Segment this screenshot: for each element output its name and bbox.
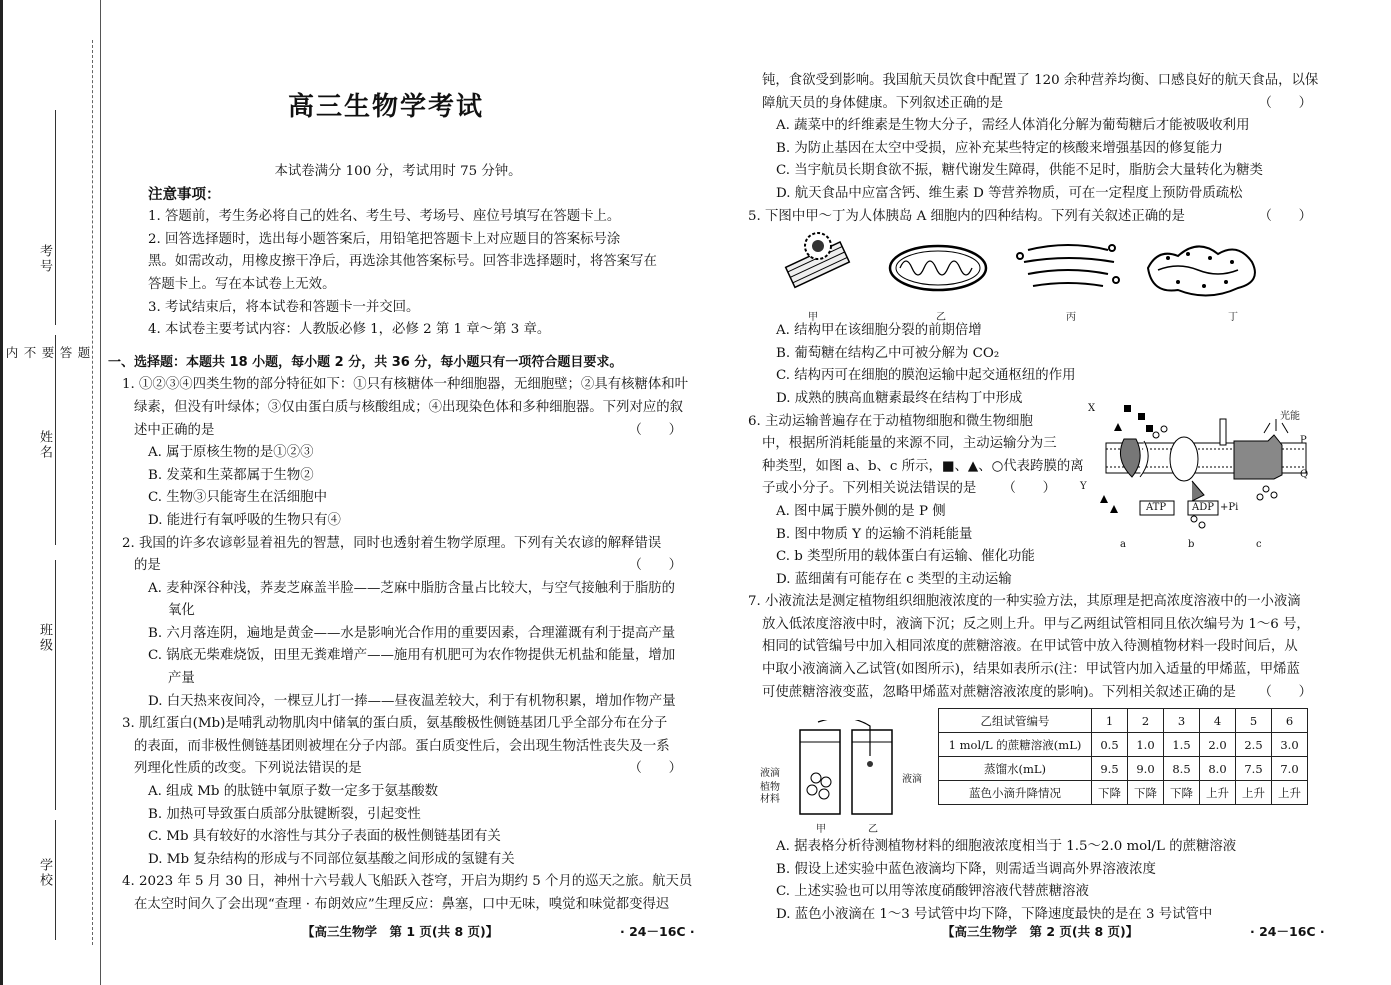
table-cell: 3.0 xyxy=(1272,733,1308,757)
class-line xyxy=(55,560,56,810)
table-cell: 7.5 xyxy=(1236,757,1272,781)
option: A. 图中属于膜外侧的是 P 侧 xyxy=(776,503,946,519)
transport-figure xyxy=(1080,401,1314,551)
table-cell: 1.0 xyxy=(1128,733,1164,757)
table-cell: 8.0 xyxy=(1200,757,1236,781)
table-row-header: 蓝色小滴升降情况 xyxy=(939,781,1092,805)
option: A. 结构甲在该细胞分裂的前期倍增 xyxy=(776,323,982,339)
option: D. Mb 复杂结构的形成与不同部位氨基酸之间形成的氢键有关 xyxy=(148,851,515,867)
footer-page-1: 【高三生物学 第 1 页(共 8 页)】 xyxy=(302,924,499,939)
footer-code-1: · 24－16C · xyxy=(620,924,695,939)
question-stem: 障航天员的身体健康。下列叙述正确的是 xyxy=(762,95,1004,111)
label-y: Y xyxy=(1080,480,1087,492)
table-cell: 6 xyxy=(1272,709,1308,733)
option: B. 加热可导致蛋白质部分肽键断裂，引起变性 xyxy=(148,806,421,822)
option: B. 六月落连阴，遍地是黄金——水是影响光合作用的重要因素，合理灌溉有利于提高产量 xyxy=(148,625,676,641)
question-stem: 2. 我国的许多农谚彰显着祖先的智慧，同时也透射着生物学原理。下列有关农谚的解释错误 xyxy=(122,535,662,551)
table-row xyxy=(939,709,1308,733)
label-light: 光能 xyxy=(1280,410,1300,422)
answer-bracket: （ ） xyxy=(628,761,682,777)
membrane-diagram xyxy=(1084,401,1314,551)
label-tube-jia: 甲 xyxy=(816,824,826,836)
seal-char: 答 xyxy=(58,346,73,359)
option: D. 蓝色小液滴在 1～3 号试管中均下降，下降速度最快的是在 3 号试管中 xyxy=(776,907,1213,923)
option: B. 图中物质 Y 的运输不消耗能量 xyxy=(776,526,973,542)
question-stem: 相同的试管编号中加入相同浓度的蔗糖溶液。在甲试管中放入待测植物材料一段时间后，从 xyxy=(762,639,1298,655)
notice-title: 注意事项： xyxy=(148,186,221,203)
notice-line: 2. 回答选择题时，选出每小题答案后，用铅笔把答题卡上对应题目的答案标号涂 xyxy=(148,231,621,247)
seal-char: 不 xyxy=(22,346,37,359)
seal-char xyxy=(0,346,2,359)
label-material: 材料 xyxy=(760,794,780,806)
table-row xyxy=(939,781,1308,805)
label-q: Q xyxy=(1300,468,1309,480)
seal-char: 内 xyxy=(4,346,19,359)
footer-page-2: 【高三生物学 第 2 页(共 8 页)】 xyxy=(942,924,1139,939)
table-cell: 上升 xyxy=(1272,781,1308,805)
answer-bracket: （ ） xyxy=(1258,684,1312,700)
question-6 xyxy=(748,402,1318,592)
centriole-drawing xyxy=(786,233,850,287)
option: C. b 类型所用的载体蛋白有运输、催化功能 xyxy=(776,549,1035,565)
question-3 xyxy=(108,713,688,871)
class-label: 班级 xyxy=(37,623,52,653)
table-cell: 0.5 xyxy=(1092,733,1128,757)
option: C. Mb 具有较好的水溶性与其分子表面的极性侧链基团有关 xyxy=(148,829,501,845)
organelle-diagram xyxy=(748,228,1308,306)
label-drop-right: 液滴 xyxy=(902,774,922,786)
option: B. 发菜和生菜都属于生物② xyxy=(148,467,314,483)
seal-char: 题 xyxy=(76,346,91,359)
exam-no-label: 考号 xyxy=(37,244,52,274)
table-cell: 1 xyxy=(1092,709,1128,733)
label-drop-left: 液滴 xyxy=(760,768,780,780)
footer-code-2: · 24－16C · xyxy=(1250,924,1325,939)
label-pi: +Pi xyxy=(1220,501,1239,513)
seal-text xyxy=(4,326,92,379)
table-cell: 下降 xyxy=(1164,781,1200,805)
table-cell: 9.0 xyxy=(1128,757,1164,781)
label-bing: 丙 xyxy=(1066,312,1076,324)
question-stem: 子或小分子。下列相关说法错误的是 xyxy=(762,481,977,497)
option: A. 属于原核生物的是①②③ xyxy=(148,445,314,461)
table-cell: 2 xyxy=(1128,709,1164,733)
golgi-drawing xyxy=(1017,245,1119,286)
table-row-header: 蒸馏水(mL) xyxy=(939,757,1092,781)
table-cell: 下降 xyxy=(1128,781,1164,805)
question-stem: 中取小液滴滴入乙试管(如图所示)，结果如表所示(注：甲试管内加入适量的甲烯蓝，甲烯蓝 xyxy=(762,662,1300,678)
label-ding: 丁 xyxy=(1228,312,1238,324)
notice-line: 4. 本试卷主要考试内容：人教版必修 1，必修 2 第 1 章～第 3 章。 xyxy=(148,322,551,338)
page-1 xyxy=(108,70,693,917)
table-cell: 2.5 xyxy=(1236,733,1272,757)
question-stem: 可使蔗糖溶液变蓝，忽略甲烯蓝对蔗糖溶液浓度的影响)。下列相关叙述正确的是 xyxy=(762,684,1236,700)
option: 产量 xyxy=(168,671,195,687)
table-cell: 7.0 xyxy=(1272,757,1308,781)
section-heading: 一、选择题：本题共 18 小题，每小题 2 分，共 36 分，每小题只有一项符合题目要求。 xyxy=(108,354,623,370)
question-5 xyxy=(748,206,1318,411)
option: D. 能进行有氧呼吸的生物只有④ xyxy=(148,512,341,528)
table-cell: 8.5 xyxy=(1164,757,1200,781)
option: C. 当宇航员长期食欲不振，糖代谢发生障碍，供能不足时，脂肪会大量转化为糖类 xyxy=(776,163,1263,179)
option: A. 麦种深谷种浅，荞麦芝麻盖半脸——芝麻中脂肪含量占比较大，与空气接触利于脂肪的 xyxy=(148,580,676,596)
exam-subtitle: 本试卷满分 100 分，考试用时 75 分钟。 xyxy=(274,164,522,179)
label-adp: ADP xyxy=(1192,501,1214,513)
er-drawing xyxy=(1148,247,1255,296)
notice-line: 黑。如需改动，用橡皮擦干净后，再选涂其他答案标号。回答非选择题时，将答案写在 xyxy=(148,254,657,270)
table-row xyxy=(939,733,1308,757)
question-stem: 5. 下图中甲～丁为人体胰岛 A 细胞内的四种结构。下列有关叙述正确的是 xyxy=(748,208,1185,224)
notice-line: 3. 考试结束后，将本试卷和答题卡一并交回。 xyxy=(148,299,420,315)
table-cell: 2.0 xyxy=(1200,733,1236,757)
table-cell: 上升 xyxy=(1200,781,1236,805)
notice-line: 答题卡上。写在本试卷上无效。 xyxy=(148,276,336,292)
option: A. 蔬菜中的纤维素是生物大分子，需经人体消化分解为葡萄糖后才能被吸收利用 xyxy=(776,118,1250,134)
label-c: c xyxy=(1256,538,1262,550)
option: C. 生物③只能寄生在活细胞中 xyxy=(148,490,327,506)
table-row-header: 1 mol/L 的蔗糖溶液(mL) xyxy=(939,733,1092,757)
option: B. 葡萄糖在结构乙中可被分解为 CO₂ xyxy=(776,345,1000,361)
question-stem: 钝，食欲受到影响。我国航天员饮食中配置了 120 余种营养均衡、口感良好的航天食品，以保 xyxy=(762,73,1319,88)
school-line xyxy=(55,820,56,940)
question-stem: 7. 小液流法是测定植物组织细胞液浓度的一种实验方法，其原理是把高浓度溶液中的一小液滴 xyxy=(748,594,1301,610)
question-stem: 中，根据所消耗能量的来源不同，主动运输分为三 xyxy=(762,436,1057,452)
label-plant: 植物 xyxy=(760,782,780,794)
option: B. 假设上述实验中蓝色液滴均下降，则需适当调高外界溶液浓度 xyxy=(776,861,1156,877)
option: C. 结构丙可在细胞的膜泡运输中起交通枢纽的作用 xyxy=(776,368,1076,384)
seal-char: 要 xyxy=(40,346,55,359)
table-cell: 9.5 xyxy=(1092,757,1128,781)
question-stem: 6. 主动运输普遍存在于动植物细胞和微生物细胞 xyxy=(748,413,1033,429)
question-stem: 3. 肌红蛋白(Mb)是哺乳动物肌肉中储氧的蛋白质，氨基酸极性侧链基团几乎全部分布在分子 xyxy=(122,716,668,732)
question-stem: 的表面，而非极性侧链基团则被埋在分子内部。蛋白质变性后，会出现生物活性丧失及一系 xyxy=(134,738,670,754)
label-yi: 乙 xyxy=(936,312,946,324)
question-2 xyxy=(108,533,688,714)
mitochondrion-drawing xyxy=(890,246,986,290)
question-1 xyxy=(108,374,688,532)
table-cell: 1.5 xyxy=(1164,733,1200,757)
question-stem: 1. ①②③④四类生物的部分特征如下：①只有核糖体一种细胞器，无细胞壁；②具有核糖体和叶 xyxy=(122,377,689,393)
question-stem: 种类型，如图 a、b、c 所示，■、▲、○代表跨膜的离 xyxy=(762,458,1084,474)
question-stem: 绿素，但没有叶绿体；③仅由蛋白质与核酸组成；④出现染色体和多种细胞器。下列对应的叙 xyxy=(134,399,684,415)
cut-line xyxy=(92,40,93,945)
table-cell: 5 xyxy=(1236,709,1272,733)
result-table xyxy=(938,708,1308,805)
organelle-figure xyxy=(748,228,1318,324)
table-cell: 下降 xyxy=(1092,781,1128,805)
question-7 xyxy=(748,591,1318,926)
label-p: P xyxy=(1300,434,1307,446)
label-atp: ATP xyxy=(1146,501,1167,513)
option: 氧化 xyxy=(168,603,195,619)
question-4 xyxy=(108,871,693,916)
label-a: a xyxy=(1120,538,1126,550)
label-b: b xyxy=(1188,538,1195,550)
option: C. 锅底无柴难烧饭，田里无粪难增产——施用有机肥可为农作物提供无机盐和能量，增加 xyxy=(148,648,676,664)
option: D. 成熟的胰高血糖素最终在结构丁中形成 xyxy=(776,390,1023,406)
question-stem: 放入低浓度溶液中时，液滴下沉；反之则上升。甲与乙两组试管相同且依次编号为 1～6 号， xyxy=(762,616,1310,632)
name-line xyxy=(55,335,56,545)
answer-bracket: （ ） xyxy=(1258,95,1312,111)
table-row xyxy=(939,757,1308,781)
option: D. 白天热来夜间冷，一棵豆儿打一捧——昼夜温差较大，利于有机物积累，增加作物产量 xyxy=(148,693,676,709)
tube-drawing xyxy=(760,720,940,836)
option: A. 组成 Mb 的肽链中氧原子数一定多于氨基酸数 xyxy=(148,784,439,800)
liquid-flow-figure xyxy=(748,708,1318,836)
option: A. 据表格分析待测植物材料的细胞液浓度相当于 1.5～2.0 mol/L 的蔗糖溶液 xyxy=(776,839,1237,855)
option: D. 航天食品中应富含钙、维生素 D 等营养物质，可在一定程度上预防骨质疏松 xyxy=(776,185,1243,201)
answer-bracket: （ ） xyxy=(628,422,682,438)
question-stem: 的是 xyxy=(134,558,161,574)
school-label: 学校 xyxy=(37,858,52,888)
option: C. 上述实验也可以用等浓度硝酸钾溶液代替蔗糖溶液 xyxy=(776,884,1089,900)
table-cell: 上升 xyxy=(1236,781,1272,805)
answer-bracket: （ ） xyxy=(1258,208,1312,224)
table-cell: 4 xyxy=(1200,709,1236,733)
exam-no-line xyxy=(55,110,56,325)
question-stem: 4. 2023 年 5 月 30 日，神州十六号载人飞船跃入苍穹，开启为期约 5 个月的巡天之旅。航天员 xyxy=(122,874,693,890)
name-label: 姓名 xyxy=(37,430,52,460)
option: D. 蓝细菌有可能存在 c 类型的主动运输 xyxy=(776,571,1012,587)
table-row-header: 乙组试管编号 xyxy=(939,709,1092,733)
question-stem: 述中正确的是 xyxy=(134,422,215,438)
notice-line: 1. 答题前，考生务必将自己的姓名、考生号、考场号、座位号填写在答题卡上。 xyxy=(148,209,621,225)
answer-bracket: （ ） xyxy=(628,558,682,574)
binding-strip xyxy=(0,0,101,985)
page-2 xyxy=(748,70,1318,927)
label-jia: 甲 xyxy=(808,312,818,324)
question-stem: 列理化性质的改变。下列说法错误的是 xyxy=(134,761,362,777)
label-tube-yi: 乙 xyxy=(868,824,878,836)
question-stem: 在太空时间久了会出现“查理 · 布朗效应”生理反应：鼻塞，口中无味，嗅觉和味觉都变得迟 xyxy=(134,897,670,912)
option: B. 为防止基因在太空中受损，应补充某些特定的核酸来增强基因的修复能力 xyxy=(776,140,1223,156)
table-cell: 3 xyxy=(1164,709,1200,733)
exam-title: 高三生物学考试 xyxy=(288,92,485,122)
answer-bracket: （ ） xyxy=(1002,481,1056,497)
label-x: X xyxy=(1088,402,1096,414)
